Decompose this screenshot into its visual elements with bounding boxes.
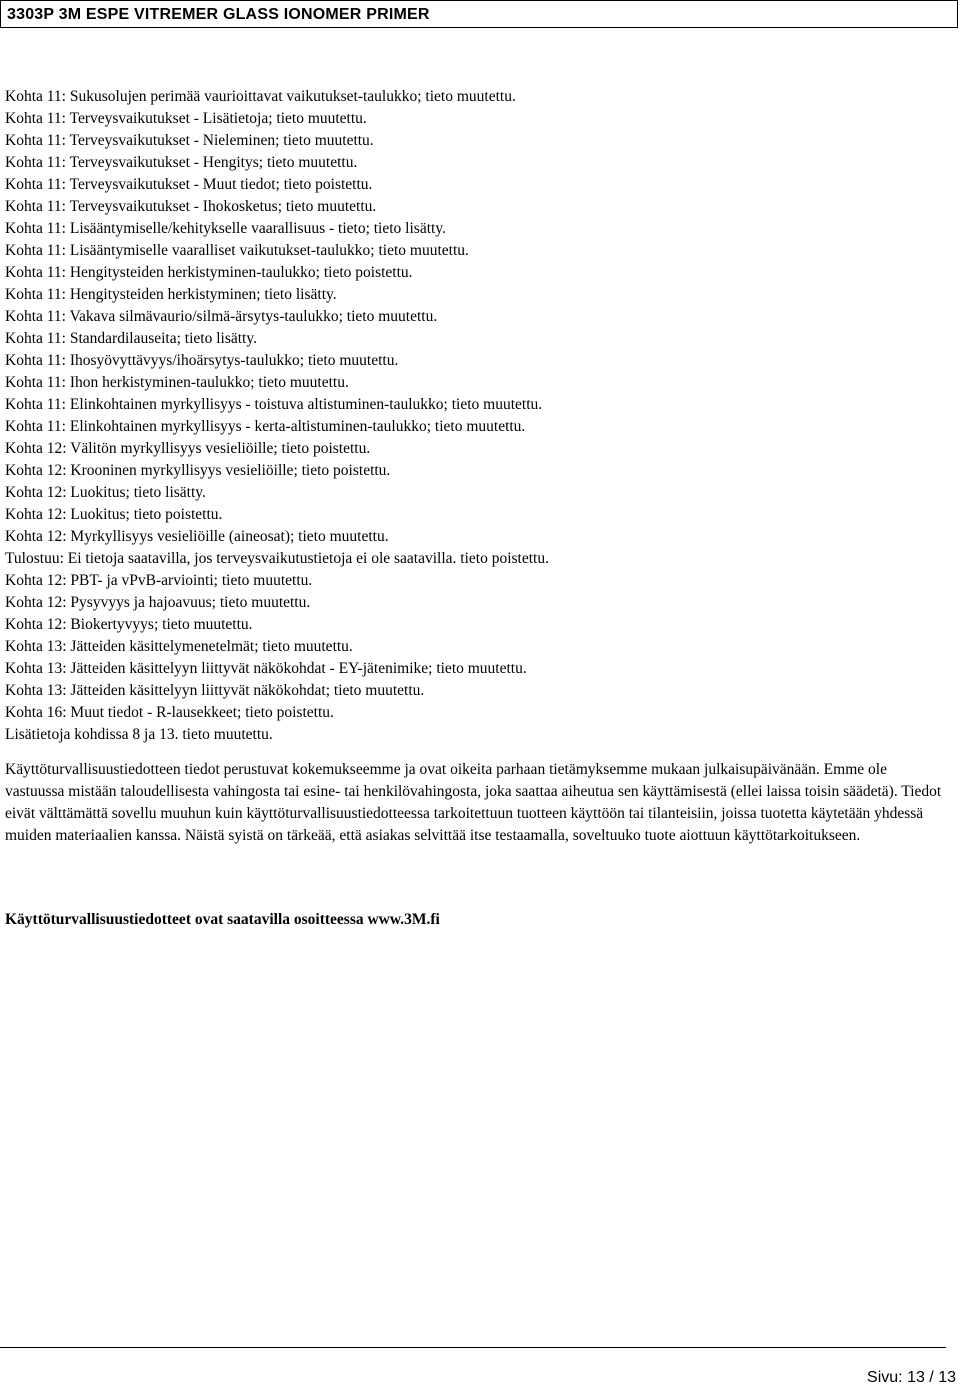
document-title: 3303P 3M ESPE VITREMER GLASS IONOMER PRIMER (7, 6, 430, 23)
change-item: Kohta 12: Krooninen myrkyllisyys vesieliöille; tieto poistettu. (5, 462, 391, 479)
change-item: Kohta 12: Myrkyllisyys vesieliöille (aineosat); tieto muutettu. (5, 528, 389, 545)
change-item: Kohta 11: Sukusolujen perimää vaurioittavat vaikutukset-taulukko; tieto muutettu. (5, 88, 516, 105)
change-item: Kohta 12: Luokitus; tieto lisätty. (5, 484, 206, 501)
change-item: Kohta 11: Standardilauseita; tieto lisätty. (5, 330, 257, 347)
change-item: Kohta 13: Jätteiden käsittelymenetelmät; tieto muutettu. (5, 638, 353, 655)
document-header (0, 0, 958, 28)
revision-changes-list (5, 86, 955, 746)
change-item: Kohta 11: Terveysvaikutukset - Ihokosketus; tieto muutettu. (5, 198, 377, 215)
change-item: Kohta 11: Hengitysteiden herkistyminen-taulukko; tieto poistettu. (5, 264, 413, 281)
change-item: Kohta 12: Välitön myrkyllisyys vesieliöille; tieto poistettu. (5, 440, 371, 457)
change-item: Kohta 13: Jätteiden käsittelyyn liittyvät näkökohdat - EY-jätenimike; tieto muutettu. (5, 660, 527, 677)
change-item: Kohta 11: Lisääntymiselle vaaralliset vaikutukset-taulukko; tieto muutettu. (5, 242, 469, 259)
change-item: Kohta 13: Jätteiden käsittelyyn liittyvät näkökohdat; tieto muutettu. (5, 682, 425, 699)
availability-notice: Käyttöturvallisuustiedotteet ovat saatavilla osoitteessa www.3M.fi (5, 911, 440, 928)
page-number: Sivu: 13 / 13 (867, 1369, 956, 1386)
change-item: Kohta 12: Biokertyvyys; tieto muutettu. (5, 616, 253, 633)
change-item: Lisätietoja kohdissa 8 ja 13. tieto muutettu. (5, 726, 273, 743)
change-item: Kohta 12: Pysyvyys ja hajoavuus; tieto muutettu. (5, 594, 311, 611)
change-item: Kohta 11: Terveysvaikutukset - Muut tiedot; tieto poistettu. (5, 176, 373, 193)
disclaimer-paragraph: Käyttöturvallisuustiedotteen tiedot perustuvat kokemukseemme ja ovat oikeita parhaan tietämyksemme mukaan julkaisupäivänään. Emme ole vastuussa mistään taloudellisesta vahingosta tai esine- tai henkilövahingosta, joka saattaa aiheutua sen käyttämisestä (ellei laissa toisin säädetä). Tiedot eivät välttämättä sovellu muuhun kuin käyttöturvallisuustiedotteessa tarkoitettuun tuotteen käyttöön tai tilanteisiin, joissa tuotetta käytetään yhdessä muiden materiaalien kanssa. Näistä syistä on tärkeää, että asiakas selvittää itse testaamalla, soveltuuko tuote aiottuun käyttötarkoitukseen. (5, 761, 942, 844)
change-item: Kohta 11: Lisääntymiselle/kehitykselle vaarallisuus - tieto; tieto lisätty. (5, 220, 446, 237)
change-item: Kohta 11: Elinkohtainen myrkyllisyys - kerta-altistuminen-taulukko; tieto muutettu. (5, 418, 526, 435)
footer-divider (0, 1347, 946, 1348)
change-item: Kohta 11: Terveysvaikutukset - Hengitys; tieto muutettu. (5, 154, 358, 171)
change-item: Kohta 11: Elinkohtainen myrkyllisyys - toistuva altistuminen-taulukko; tieto muutettu. (5, 396, 543, 413)
change-item: Kohta 12: PBT- ja vPvB-arviointi; tieto muutettu. (5, 572, 313, 589)
change-item: Kohta 11: Ihon herkistyminen-taulukko; tieto muutettu. (5, 374, 349, 391)
change-item: Kohta 11: Hengitysteiden herkistyminen; tieto lisätty. (5, 286, 337, 303)
change-item: Kohta 11: Ihosyövyttävyys/ihoärsytys-taulukko; tieto muutettu. (5, 352, 399, 369)
change-item: Kohta 16: Muut tiedot - R-lausekkeet; tieto poistettu. (5, 704, 334, 721)
change-item: Kohta 11: Terveysvaikutukset - Lisätietoja; tieto muutettu. (5, 110, 367, 127)
change-item: Kohta 11: Vakava silmävaurio/silmä-ärsytys-taulukko; tieto muutettu. (5, 308, 438, 325)
change-item: Tulostuu: Ei tietoja saatavilla, jos terveysvaikutustietoja ei ole saatavilla. tieto poistettu. (5, 550, 549, 567)
change-item: Kohta 12: Luokitus; tieto poistettu. (5, 506, 223, 523)
change-item: Kohta 11: Terveysvaikutukset - Nieleminen; tieto muutettu. (5, 132, 374, 149)
